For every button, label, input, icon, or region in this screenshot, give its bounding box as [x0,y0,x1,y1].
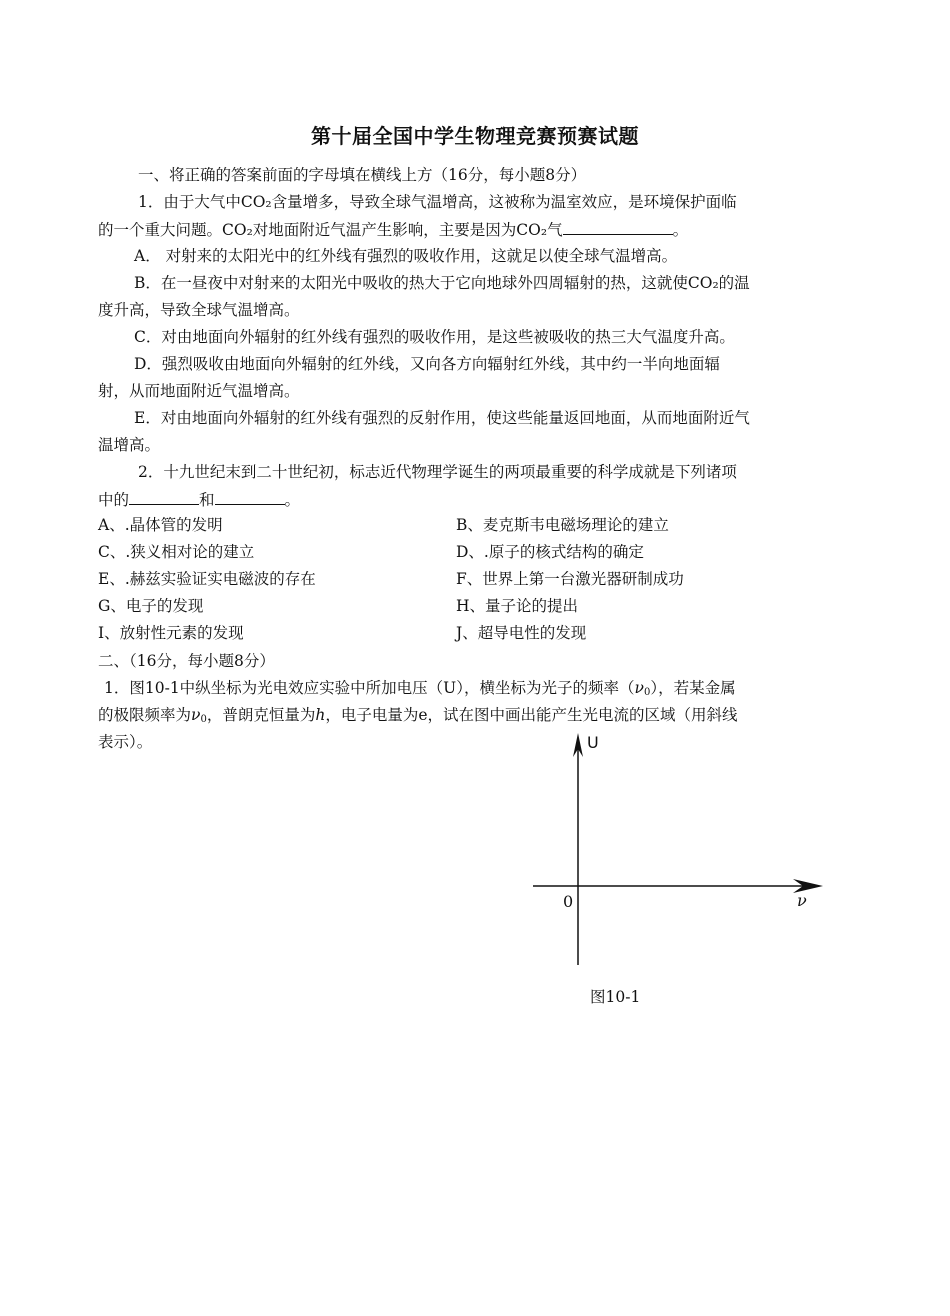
q2-option-a: A、.晶体管的发明 [98,516,223,534]
q2-option-g: G、电子的发现 [98,597,204,615]
s2-q1-line-3: 表示）。 [98,733,153,751]
q2-option-row [98,567,858,594]
q1-option-e-line-2: 温增高。 [98,436,161,454]
q2-option-h: H、量子论的提出 [456,597,579,615]
q2-option-row [98,594,858,621]
q1-answer-blank[interactable] [563,216,673,235]
origin-label: 0 [563,892,574,911]
q2-option-row [98,621,858,648]
page-title: 第十届全国中学生物理竞赛预赛试题 [311,124,639,148]
q1-option-d-line-2: 射，从而地面附近气温增高。 [98,382,300,400]
q1-option-b-line-1: B．在一昼夜中对射来的太阳光中吸收的热大于它向地球外四周辐射的热，这就使CO₂的温 [134,274,750,292]
q1-option-c: C．对由地面向外辐射的红外线有强烈的吸收作用，是这些被吸收的热三大气温度升高。 [134,328,735,346]
section-2-heading: 二、（16分，每小题8分） [98,652,275,670]
section-1 [98,162,858,513]
q2-answer-blank-1[interactable] [129,486,199,505]
x-axis-label: ν [797,891,807,910]
q2-option-f: F、世界上第一台激光器研制成功 [456,570,684,588]
q2-option-b: B、麦克斯韦电磁场理论的建立 [456,516,669,534]
q1-option-d-line-1: D．强烈吸收由地面向外辐射的红外线，又向各方向辐射红外线，其中约一半向地面辐 [134,355,720,373]
q1-line-1: 1．由于大气中CO₂含量增多，导致全球气温增高，这被称为温室效应，是环境保护面临 [138,193,737,211]
q2-option-i: I、放射性元素的发现 [98,624,244,642]
section-1-heading: 一、将正确的答案前面的字母填在横线上方（16分，每小题8分） [138,166,587,184]
q1-line-2: 的一个重大问题。CO₂对地面附近气温产生影响，主要是因为CO₂气 。 [98,216,858,243]
s2-q1-line-2: 的极限频率为$\nu_0$，普朗克恒量为h，电子电量为e，试在图中画出能产生光电流的区域（用斜线 [98,706,738,725]
s2-q1-line-1: 1．图10-1中纵坐标为光电效应实验中所加电压（U），横坐标为光子的频率$(\nu_0)$，若某金属 [104,679,736,698]
figure-10-1[interactable] [525,725,835,975]
y-axis-label: U [587,733,599,752]
q2-option-row [98,513,858,540]
q2-option-row [98,540,858,567]
q2-line-1: 2．十九世纪末到二十世纪初，标志近代物理学诞生的两项最重要的科学成就是下列诸项 [138,463,737,481]
q2-option-j: J、超导电性的发现 [456,624,587,642]
q2-option-c: C、.狭义相对论的建立 [98,543,255,561]
q2-option-d: D、.原子的核式结构的确定 [456,543,644,561]
q2-option-e: E、.赫兹实验证实电磁波的存在 [98,570,316,588]
figure-caption: 图10-1 [590,988,641,1006]
q1-option-b-line-2: 度升高，导致全球气温增高。 [98,301,300,319]
q1-option-e-line-1: E．对由地面向外辐射的红外线有强烈的反射作用，使这些能量返回地面，从而地面附近气 [134,409,750,427]
q2-line-2: 中的 和 。 [98,486,858,513]
q1-option-a: A． 对射来的太阳光中的红外线有强烈的吸收作用，这就足以使全球气温增高。 [134,247,678,265]
q2-answer-blank-2[interactable] [215,486,285,505]
q2-options [98,513,858,648]
